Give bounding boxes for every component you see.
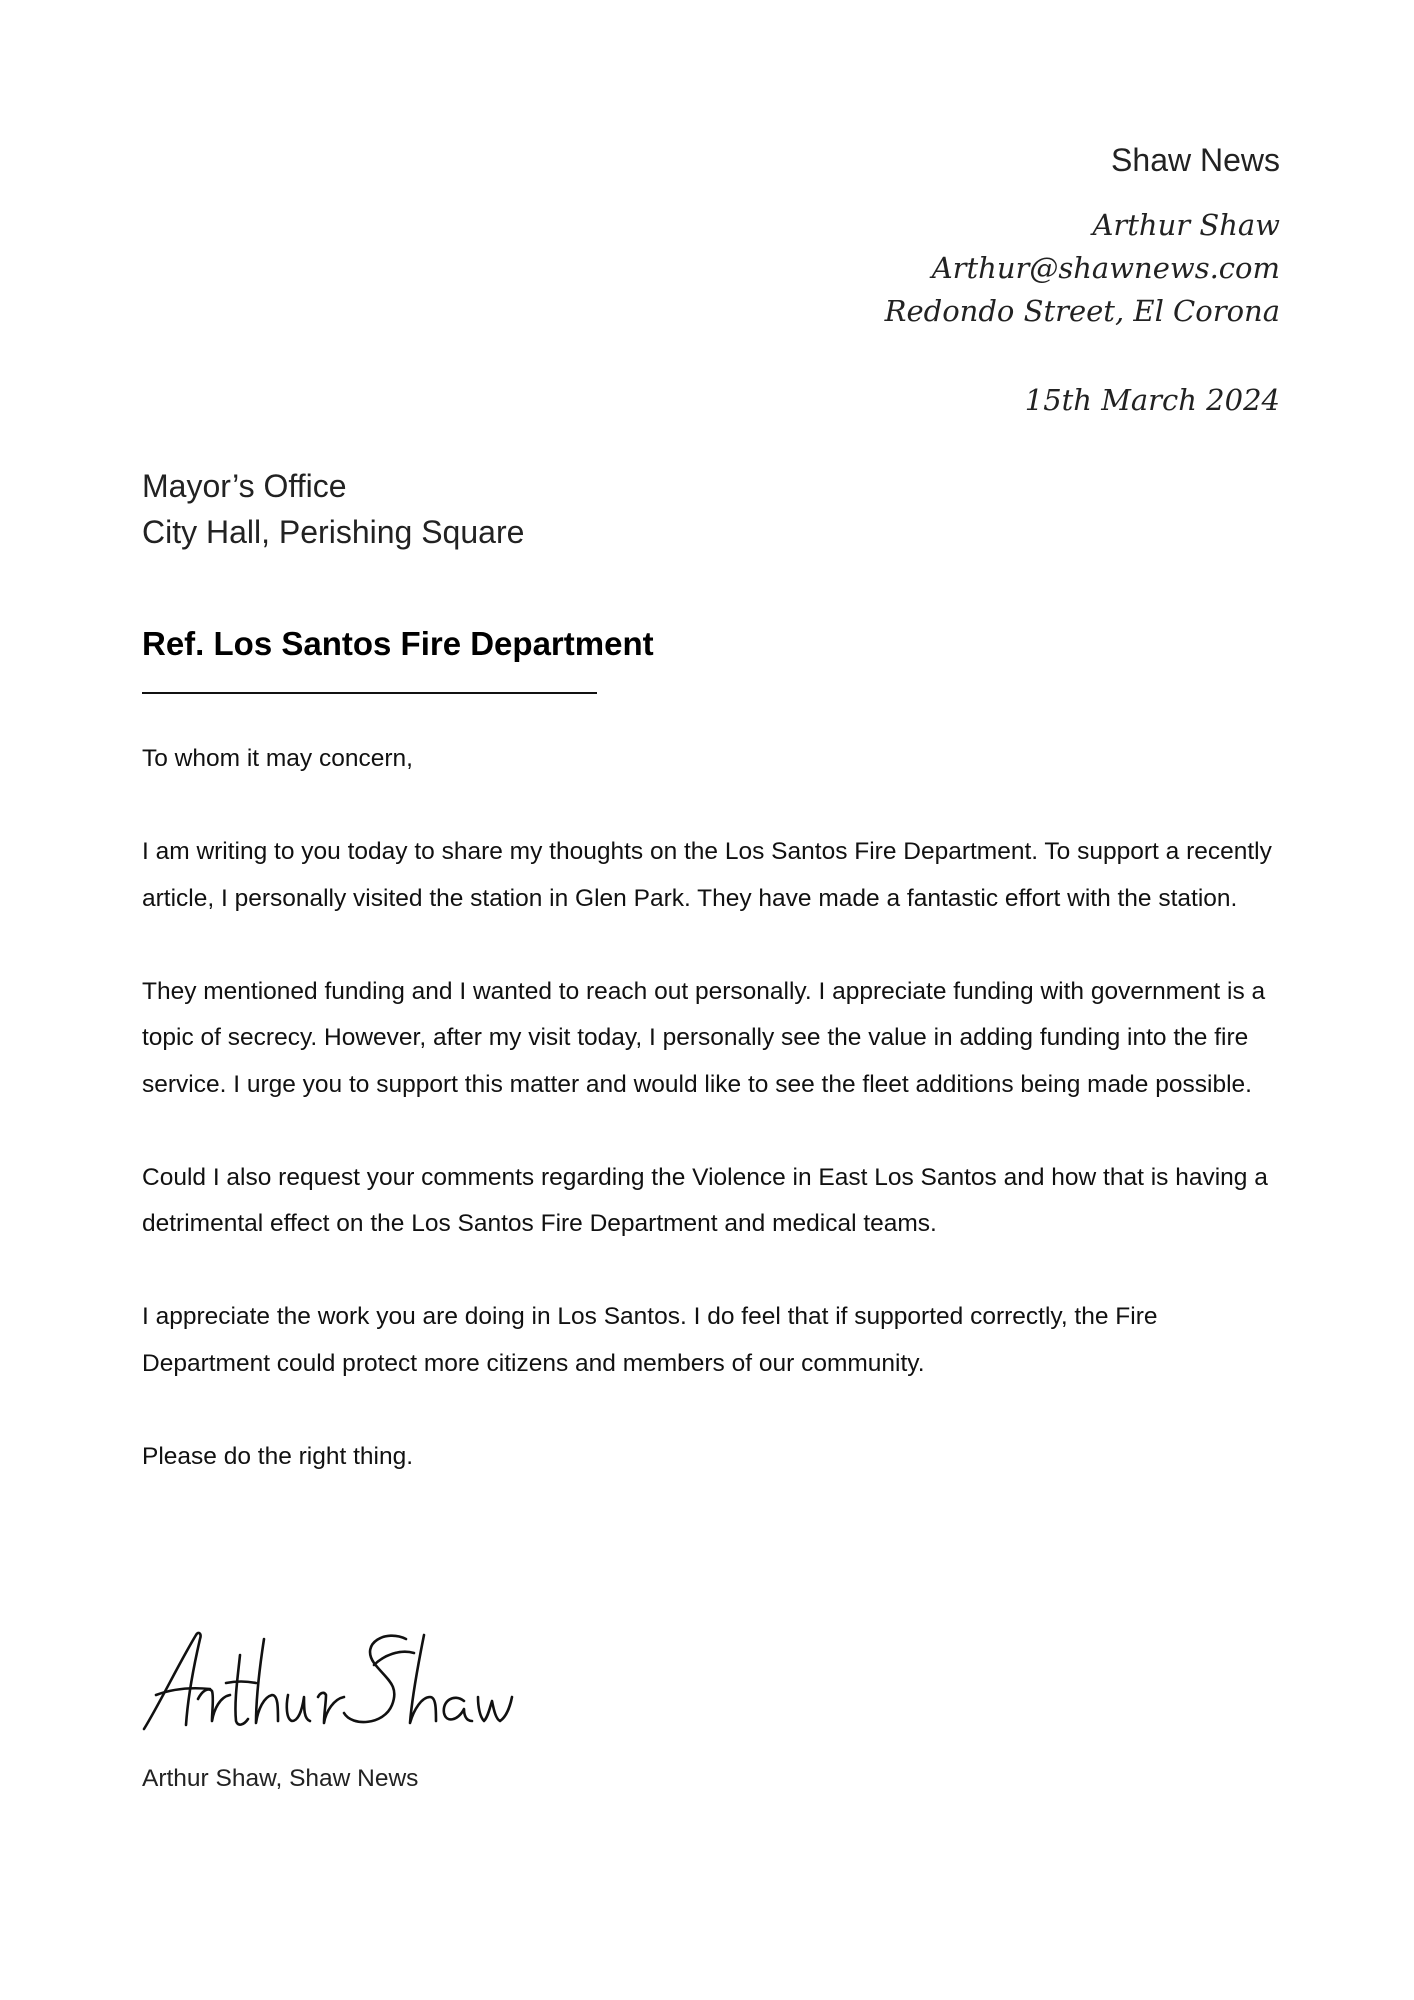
body-paragraph: I am writing to you today to share my thoughts on the Los Santos Fire Department. To support a recently article, I personally visited the station in Glen Park. They have made a fantastic effort with the station. <box>142 838 1272 912</box>
salutation: To whom it may concern, <box>142 745 413 772</box>
sender-company: Shaw News <box>1111 142 1280 178</box>
subject-heading: Ref. Los Santos Fire Department <box>142 625 654 662</box>
letter-body <box>142 736 1292 1527</box>
closing-line: Please do the right thing. <box>142 1442 414 1470</box>
sender-name: Arthur Shaw <box>1092 208 1280 242</box>
letter-date: 15th March 2024 <box>1024 383 1280 417</box>
sender-email: Arthur@shawnews.com <box>931 251 1280 285</box>
body-paragraph: I appreciate the work you are doing in Los Santos. I do feel that if supported correctly, the Fire Department could protect more citizens and members of our community. <box>142 1303 1158 1377</box>
recipient-line-1: Mayor’s Office <box>142 468 347 504</box>
recipient-address <box>142 463 524 555</box>
handwritten-signature <box>138 1625 518 1735</box>
recipient-line-2: City Hall, Perishing Square <box>142 514 525 550</box>
subject-underline <box>142 692 597 694</box>
body-paragraph: Could I also request your comments regarding the Violence in East Los Santos and how that is having a detrimental effect on the Los Santos Fire Department and medical teams. <box>142 1163 1268 1237</box>
sender-details <box>885 204 1280 333</box>
body-paragraph: They mentioned funding and I wanted to reach out personally. I appreciate funding with government is a topic of secrecy. However, after my visit today, I personally see the value in adding funding into the fire service. I urge you to support this matter and would like to see the fleet additions being made possible. <box>142 977 1266 1098</box>
signer-name-line: Arthur Shaw, Shaw News <box>142 1765 419 1792</box>
sender-address: Redondo Street, El Corona <box>884 294 1280 328</box>
